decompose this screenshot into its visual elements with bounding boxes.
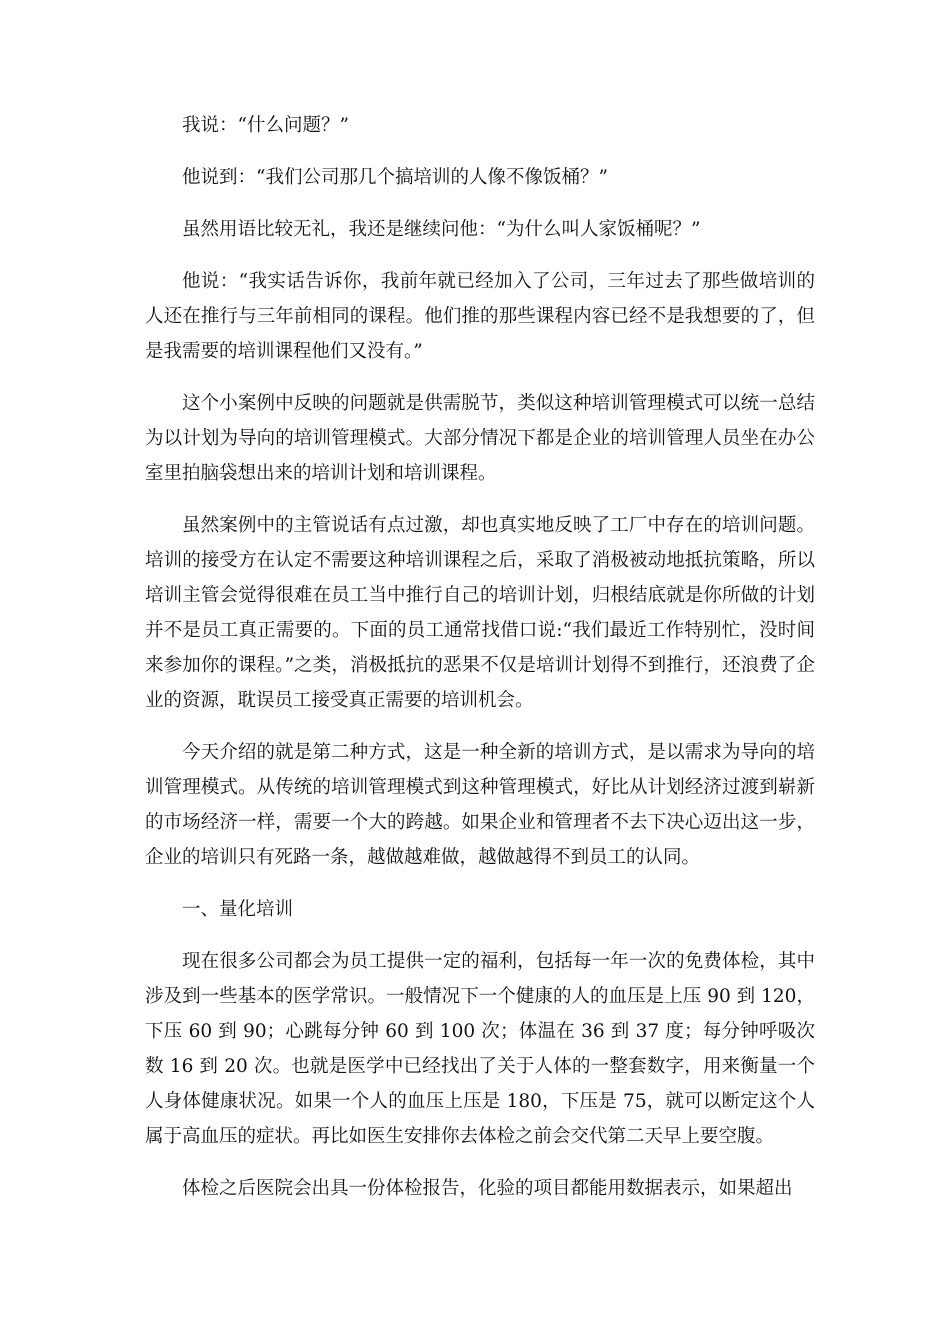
paragraph-analysis: 这个小案例中反映的问题就是供需脱节，类似这种培训管理模式可以统一总结为以计划为导向的培训管理模式。大部分情况下都是企业的培训管理人员坐在办公室里拍脑袋想出来的培训计划和培训课程。 — [145, 393, 815, 484]
section-heading-quantified-training: 一、量化培训 — [182, 899, 294, 920]
paragraph-report: 体检之后医院会出具一份体检报告，化验的项目都能用数据表示，如果超出 — [182, 1178, 793, 1199]
paragraph-dialogue-1: 我说：“什么问题？” — [182, 115, 349, 136]
paragraph-second-method: 今天介绍的就是第二种方式，这是一种全新的培训方式，是以需求为导向的培训管理模式。从传统的培训管理模式到这种管理模式，好比从计划经济过渡到崭新的市场经济一样，需要一个大的跨越。如果企业和管理者不去下决心迈出这一步，企业的培训只有死路一条，越做越难做，越做越得不到员工的认同。 — [145, 742, 815, 868]
paragraph-health-check: 现在很多公司都会为员工提供一定的福利，包括每一年一次的免费体检，其中涉及到一些基本的医学常识。一般情况下一个健康的人的血压是上压 90 到 120，下压 60 到 90；心跳每分钟 60 到 100 次；体温在 36 到 37 度；每分钟呼吸次数 16 到 20 次。也就是医学中已经找出了关于人体的一整套数字，用来衡量一个人身体健康状况。如果一个人的血压上压是 180，下压是 75，就可以断定这个人属于高血压的症状。再比如医生安排你去体检之前会交代第二天早上要空腹。 — [145, 951, 815, 1147]
document-body — [145, 108, 815, 1223]
paragraph-dialogue-3: 虽然用语比较无礼，我还是继续问他：“为什么叫人家饭桶呢？” — [182, 219, 701, 240]
paragraph-dialogue-2: 他说到：“我们公司那几个搞培训的人像不像饭桶？” — [182, 167, 608, 188]
paragraph-dialogue-4: 他说：“我实话告诉你，我前年就已经加入了公司，三年过去了那些做培训的人还在推行与三年前相同的课程。他们推的那些课程内容已经不是我想要的了，但是我需要的培训课程他们又没有。” — [145, 271, 815, 362]
paragraph-case-reflection: 虽然案例中的主管说话有点过激，却也真实地反映了工厂中存在的培训问题。培训的接受方在认定不需要这种培训课程之后，采取了消极被动地抵抗策略，所以培训主管会觉得很难在员工当中推行自己的培训计划，归根结底就是你所做的计划并不是员工真正需要的。下面的员工通常找借口说:“我们最近工作特别忙，没时间来参加你的课程。”之类，消极抵抗的恶果不仅是培训计划得不到推行，还浪费了企业的资源，耽误员工接受真正需要的培训机会。 — [145, 515, 815, 711]
